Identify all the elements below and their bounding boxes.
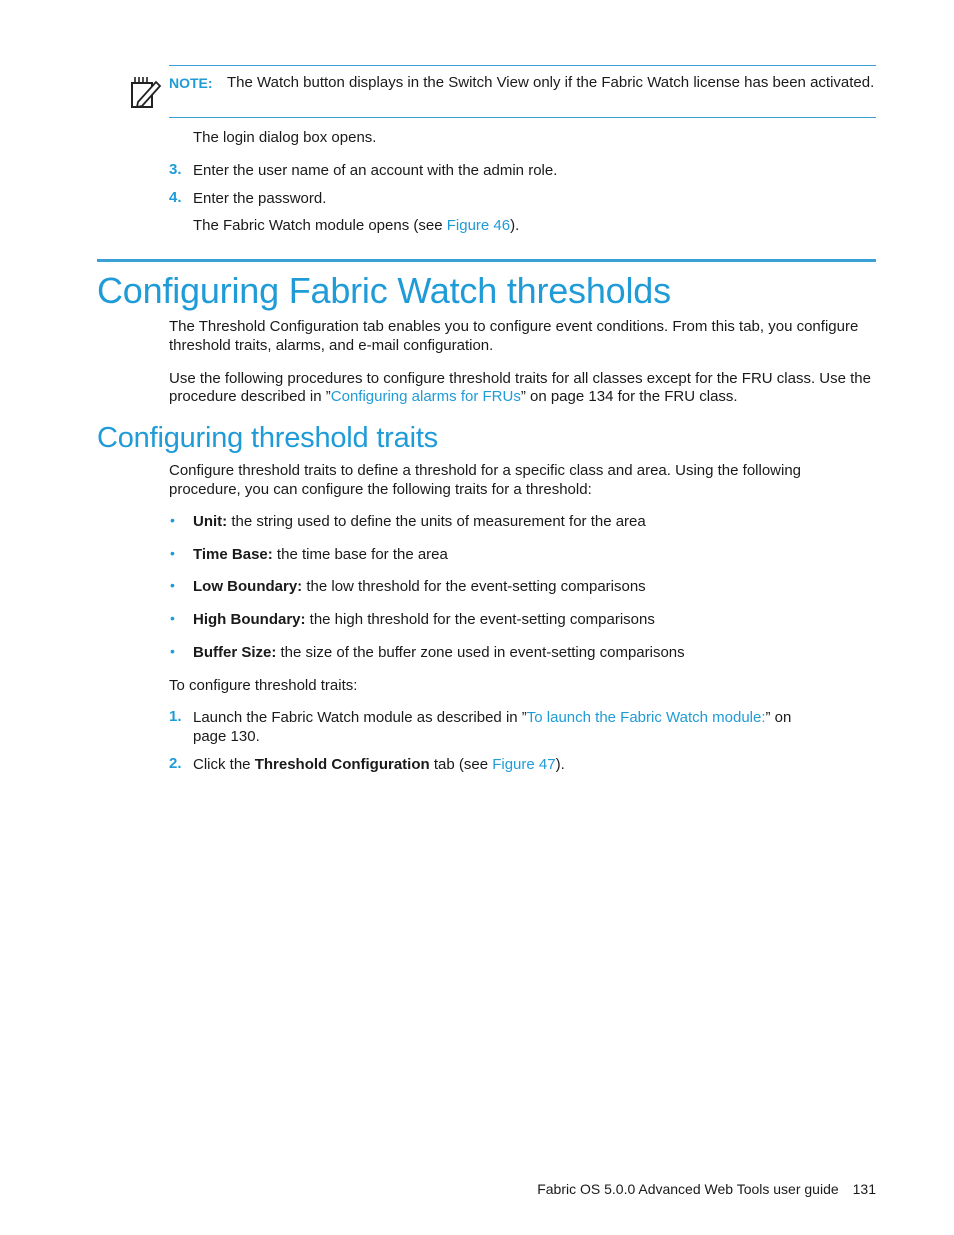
note-text: The Watch button displays in the Switch View only if the Fabric Watch license has been activated. (227, 74, 875, 91)
bullet-dot: • (170, 577, 175, 593)
para2-pre: procedure described in ” (169, 388, 331, 405)
section1-para1-line2: threshold traits, alarms, and e-mail configuration. (169, 337, 494, 354)
footer (537, 1181, 876, 1197)
step2-post: ). (555, 756, 565, 773)
step1-line2: page 130. (193, 728, 260, 745)
bullet-item (193, 610, 655, 629)
bullet-desc: the high threshold for the event-setting comparisons (305, 611, 655, 628)
figure-46-link[interactable]: Figure 46 (446, 217, 511, 234)
step-number: 1. (169, 708, 182, 725)
configuring-alarms-link[interactable]: Configuring alarms for FRUs (330, 388, 521, 405)
bullet-dot: • (170, 545, 175, 561)
step-number: 2. (169, 755, 182, 772)
section1-para2-line1: Use the following procedures to configure threshold traits for all classes except for the FRU class. Use the (169, 370, 871, 387)
section1-para1-line1: The Threshold Configuration tab enables you to configure event conditions. From this tab, you configure (169, 318, 859, 335)
step-text: Enter the password. (193, 190, 327, 207)
module-opens-text (193, 216, 519, 235)
bullet-term: Low Boundary: (193, 578, 303, 595)
bullet-item (193, 512, 646, 531)
login-opens-text: The login dialog box opens. (193, 129, 377, 146)
bullet-item (193, 577, 646, 596)
footer-title: Fabric OS 5.0.0 Advanced Web Tools user guide (537, 1181, 839, 1197)
step1-pre: Launch the Fabric Watch module as described in ” (193, 709, 527, 726)
step1-line1 (193, 708, 791, 727)
procedure-lead: To configure threshold traits: (169, 677, 358, 694)
bullet-term: Time Base: (193, 546, 273, 563)
note-label: NOTE: (169, 75, 213, 91)
note-bottom-rule (169, 117, 876, 118)
bullet-item (193, 643, 685, 662)
step1-post: ” on (765, 709, 792, 726)
bullet-desc: the string used to define the units of measurement for the area (227, 513, 646, 530)
page-number: 131 (852, 1181, 876, 1197)
step2-pre: Click the (193, 756, 255, 773)
bullet-desc: the time base for the area (272, 546, 448, 563)
step-text: Enter the user name of an account with the admin role. (193, 162, 558, 179)
bullet-term: High Boundary: (193, 611, 306, 628)
bullet-desc: the low threshold for the event-setting comparisons (302, 578, 646, 595)
bullet-dot: • (170, 610, 175, 626)
bullet-desc: the size of the buffer zone used in event-setting comparisons (276, 644, 685, 661)
bullet-term: Buffer Size: (193, 644, 277, 661)
module-opens-pre: The Fabric Watch module opens (see (193, 217, 447, 234)
para2-post: ” on page 134 for the FRU class. (520, 388, 738, 405)
section-rule (97, 259, 876, 262)
step2-mid: tab (see (429, 756, 493, 773)
step-number: 3. (169, 161, 182, 178)
bullet-term: Unit: (193, 513, 228, 530)
section2-para-line1: Configure threshold traits to define a threshold for a specific class and area. Using the following (169, 462, 802, 479)
note-top-rule (169, 65, 876, 66)
module-opens-post: ). (510, 217, 520, 234)
section2-para-line2: procedure, you can configure the following traits for a threshold: (169, 481, 592, 498)
step2-text (193, 755, 565, 774)
subsection-heading: Configuring threshold traits (97, 422, 438, 454)
step2-bold: Threshold Configuration (254, 756, 430, 773)
note-icon (129, 74, 163, 110)
bullet-dot: • (170, 643, 175, 659)
figure-47-link[interactable]: Figure 47 (492, 756, 556, 773)
step-number: 4. (169, 189, 182, 206)
section-heading: Configuring Fabric Watch thresholds (97, 270, 671, 311)
bullet-item (193, 545, 448, 564)
section1-para2-line2 (169, 387, 738, 406)
launch-module-link[interactable]: To launch the Fabric Watch module: (526, 709, 766, 726)
bullet-dot: • (170, 512, 175, 528)
